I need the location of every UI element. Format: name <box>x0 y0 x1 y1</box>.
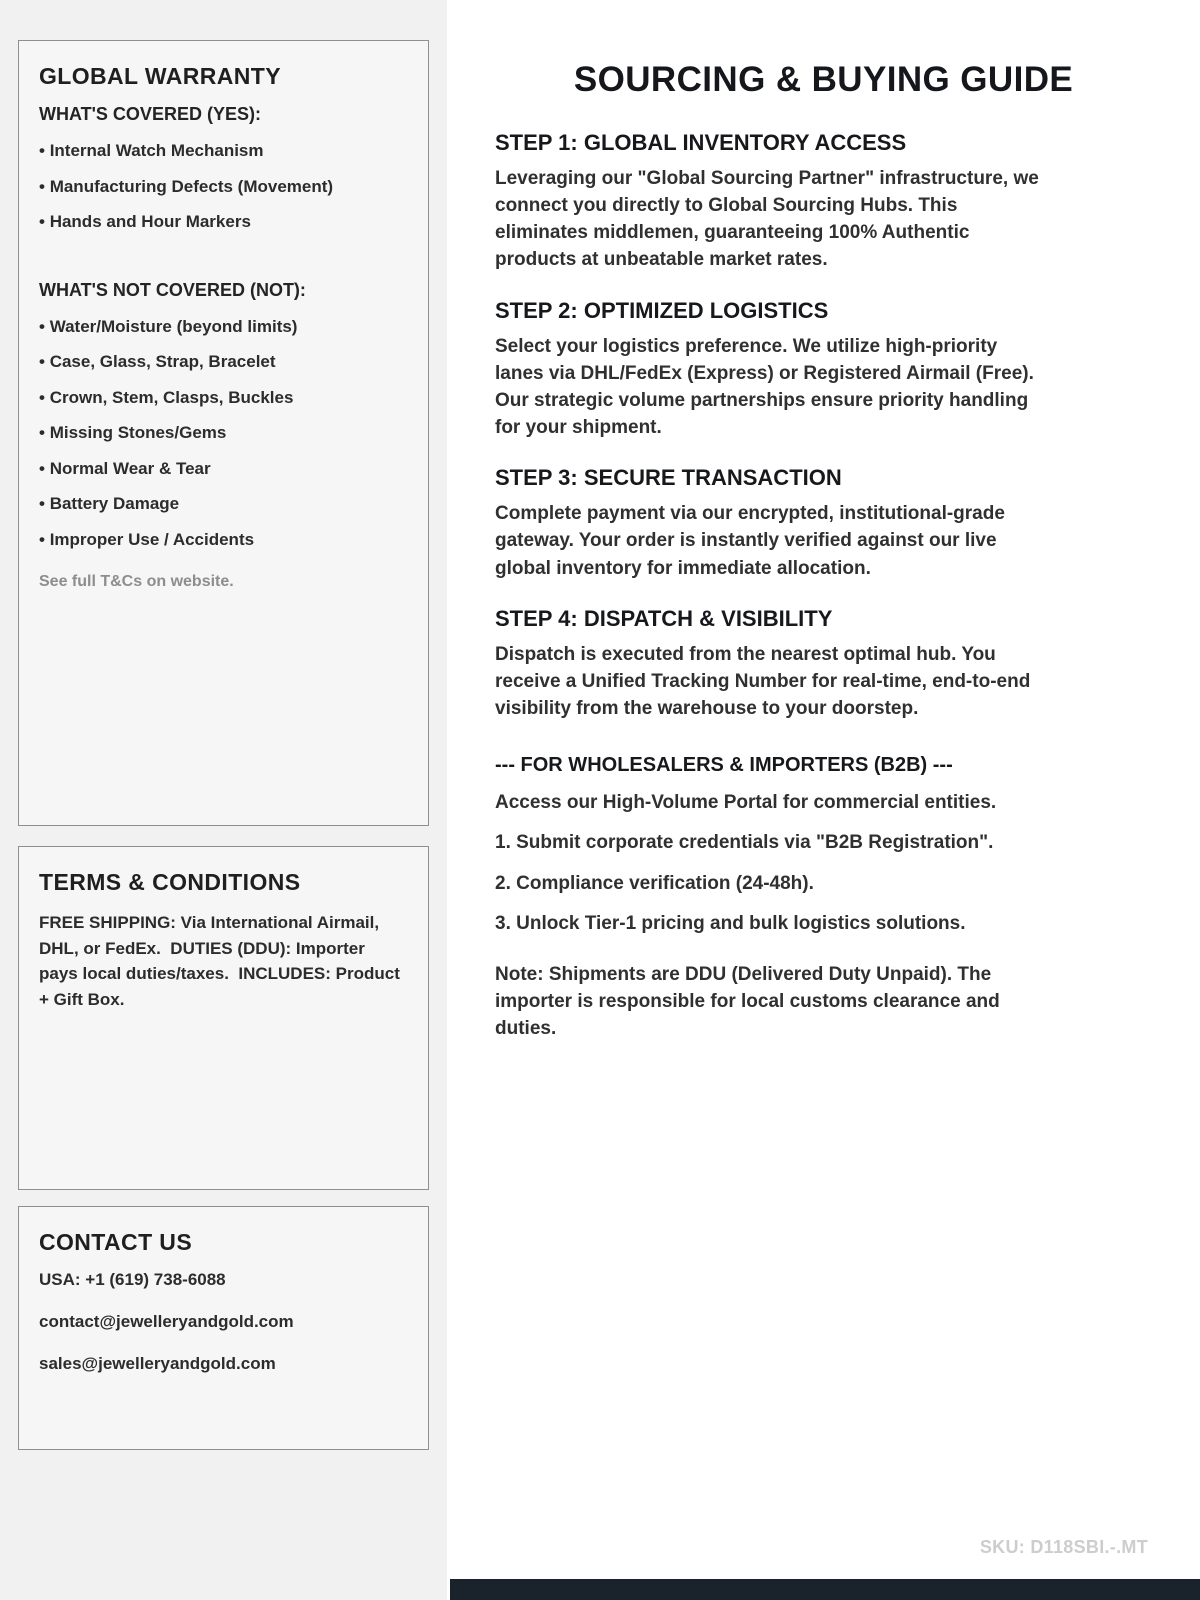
warranty-section <box>18 40 429 826</box>
b2b-item-2: 2. Compliance verification (24-48h). <box>495 872 814 894</box>
contact-title: CONTACT US <box>39 1229 193 1255</box>
step-1-body: Leveraging our "Global Sourcing Partner" infrastructure, we connect you directly to Global Sourcing Hubs. This eliminates middlemen, guaranteeing 100% Authentic products at unbeatable market rates. <box>495 168 1039 271</box>
contact-email-primary: contact@jewelleryandgold.com <box>39 1312 294 1331</box>
guide-content <box>447 100 1200 1042</box>
not-covered-item-4: • Missing Stones/Gems <box>39 423 408 443</box>
step-3-section <box>495 465 1043 581</box>
step-4-body: Dispatch is executed from the nearest optimal hub. You receive a Unified Tracking Number for real-time, end-to-end visibility from the warehouse to your doorstep. <box>495 643 1031 720</box>
step-3-heading: STEP 3: SECURE TRANSACTION <box>495 465 842 491</box>
not-covered-heading: WHAT'S NOT COVERED (NOT): <box>39 279 306 300</box>
terms-body: FREE SHIPPING: Via International Airmail, DHL, or FedEx. DUTIES (DDU): Importer pays local duties/taxes. INCLUDES: Product + Gift Box. <box>39 913 405 1009</box>
not-covered-item-2: • Case, Glass, Strap, Bracelet <box>39 352 408 372</box>
terms-section <box>18 846 429 1190</box>
not-covered-item-7: • Improper Use / Accidents <box>39 530 408 550</box>
b2b-item-1: 1. Submit corporate credentials via "B2B Registration". <box>495 832 994 854</box>
step-3-body: Complete payment via our encrypted, institutional-grade gateway. Your order is instantly verified against our live global inventory for immediate allocation. <box>495 503 1005 579</box>
step-4-heading: STEP 4: DISPATCH & VISIBILITY <box>495 605 833 631</box>
sidebar <box>0 0 447 1600</box>
page-title: SOURCING & BUYING GUIDE <box>573 60 1074 99</box>
contact-email-sales: sales@jewelleryandgold.com <box>39 1354 276 1373</box>
covered-item-2: • Manufacturing Defects (Movement) <box>39 177 408 197</box>
step-2-section <box>495 298 1043 442</box>
step-1-section <box>495 130 1043 274</box>
contact-phone: USA: +1 (619) 738-6088 <box>39 1270 226 1289</box>
b2b-item-3: 3. Unlock Tier-1 pricing and bulk logistics solutions. <box>495 912 966 934</box>
b2b-heading: --- FOR WHOLESALERS & IMPORTERS (B2B) --- <box>495 754 953 777</box>
warranty-footnote: See full T&Cs on website. <box>39 573 234 591</box>
not-covered-item-1: • Water/Moisture (beyond limits) <box>39 317 408 337</box>
contact-section <box>18 1206 429 1450</box>
b2b-intro: Access our High-Volume Portal for commercial entities. <box>495 792 997 814</box>
not-covered-list <box>39 317 408 550</box>
main-content <box>447 0 1200 1600</box>
step-1-heading: STEP 1: GLOBAL INVENTORY ACCESS <box>495 130 907 155</box>
not-covered-item-5: • Normal Wear & Tear <box>39 459 408 479</box>
sku-label: SKU: D118SBI.-.MT <box>979 1537 1148 1557</box>
spacer <box>39 248 408 272</box>
terms-title: TERMS & CONDITIONS <box>39 869 301 895</box>
not-covered-item-3: • Crown, Stem, Clasps, Buckles <box>39 388 408 408</box>
covered-item-3: • Hands and Hour Markers <box>39 212 408 232</box>
step-2-heading: STEP 2: OPTIMIZED LOGISTICS <box>495 297 829 323</box>
b2b-section <box>495 754 1075 1042</box>
covered-item-1: • Internal Watch Mechanism <box>39 141 408 161</box>
covered-list <box>39 141 408 232</box>
bottom-bar <box>450 1579 1200 1600</box>
warranty-title: GLOBAL WARRANTY <box>39 63 281 89</box>
b2b-note: Note: Shipments are DDU (Delivered Duty Unpaid). The importer is responsible for local customs clearance and duties. <box>495 963 1000 1040</box>
covered-heading: WHAT'S COVERED (YES): <box>39 104 261 124</box>
not-covered-item-6: • Battery Damage <box>39 494 408 514</box>
step-4-section <box>495 606 1043 722</box>
step-2-body: Select your logistics preference. We utilize high-priority lanes via DHL/FedEx (Express) or Registered Airmail (Free). Our strategic volume partnerships ensure priority handling for your shipment. <box>495 335 1034 439</box>
